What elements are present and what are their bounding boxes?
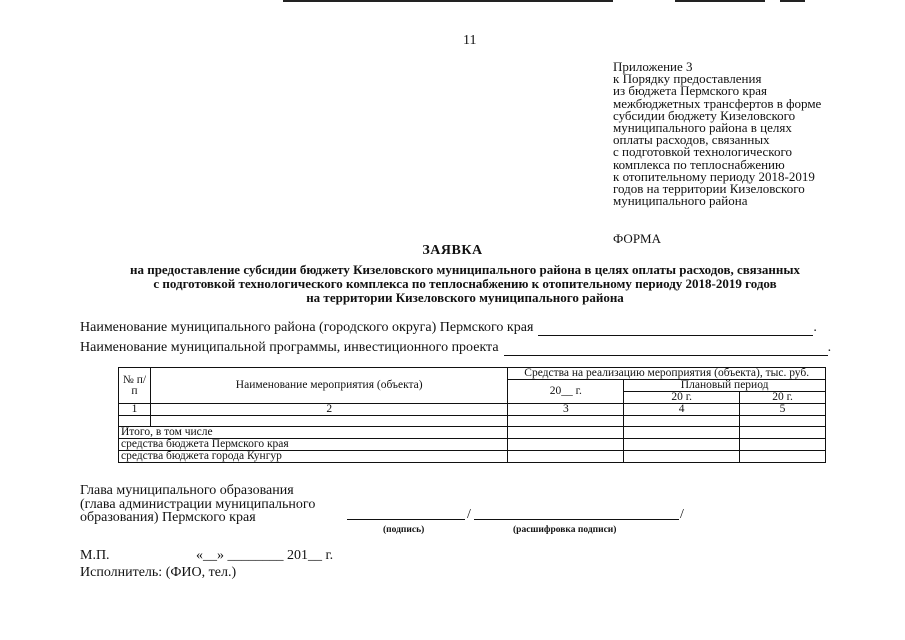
subtitle-line: с подготовкой технологического комплекса по теплоснабжению к отопительному периоду 2018-2019 годов (153, 276, 777, 291)
header-name: Наименование мероприятия (объекта) (150, 368, 507, 404)
header-planned: Плановый период (624, 380, 826, 392)
header-num: № п/п (119, 368, 151, 404)
index-cell: 1 (119, 404, 151, 416)
signature-line: (глава администрации муниципального (80, 496, 316, 512)
appendix-line: с подготовкой технологического (613, 144, 792, 160)
slash-mark: / (680, 507, 684, 522)
appendix-line: комплекса по теплоснабжению (613, 156, 785, 172)
row-label: средства бюджета города Кунгур (119, 451, 508, 463)
row-label: средства бюджета Пермского края (119, 439, 508, 451)
index-cell: 4 (624, 404, 740, 416)
cell[interactable] (624, 439, 740, 451)
municipality-label: Наименование муниципального района (городского округа) Пермского края (80, 320, 534, 335)
cell[interactable] (740, 451, 826, 463)
cell[interactable] (740, 427, 826, 439)
slash-mark: / (467, 507, 471, 522)
appendix-header (613, 61, 873, 207)
cell[interactable] (740, 439, 826, 451)
date-template: «__» ________ 201__ г. (196, 548, 334, 563)
top-border-line (675, 0, 765, 2)
program-label: Наименование муниципальной программы, инвестиционного проекта (80, 340, 499, 355)
application-table (118, 367, 826, 463)
appendix-line: к отопительному периоду 2018-2019 (613, 168, 815, 184)
municipality-field (80, 320, 817, 336)
signature-decode-input-line[interactable] (474, 519, 679, 520)
header-year-3: 20 г. (740, 392, 826, 404)
cell[interactable] (624, 451, 740, 463)
cell[interactable] (740, 416, 826, 427)
signature-line: Глава муниципального образования (80, 483, 294, 498)
row-label[interactable] (150, 416, 507, 427)
program-input-line[interactable] (504, 343, 828, 356)
field-end-mark: . (827, 340, 832, 355)
caption-decode: (расшифровка подписи) (513, 525, 617, 535)
municipality-input-line[interactable] (538, 323, 813, 336)
cell[interactable] (508, 451, 624, 463)
cell[interactable] (508, 427, 624, 439)
table-row (119, 439, 826, 451)
header-year: 20__ г. (508, 380, 624, 404)
index-cell: 2 (150, 404, 507, 416)
signature-line: образования) Пермского края (80, 510, 256, 525)
index-row (119, 404, 826, 416)
form-label: ФОРМА (613, 231, 661, 246)
document-title: ЗАЯВКА (422, 243, 483, 258)
subtitle-line: на предоставление субсидии бюджету Кизеловского муниципального района в целях оплаты расходов, связанных (129, 262, 801, 277)
signature-input-line[interactable] (347, 519, 465, 520)
cell[interactable] (119, 416, 151, 427)
appendix-line: годов на территории Кизеловского (613, 181, 805, 197)
signature-block (80, 484, 315, 525)
appendix-line: оплаты расходов, связанных (613, 132, 770, 148)
index-cell: 3 (508, 404, 624, 416)
top-border-line (283, 0, 613, 2)
table-row (119, 451, 826, 463)
caption-signature: (подпись) (383, 525, 425, 535)
program-field (80, 340, 831, 356)
header-year-2: 20 г. (624, 392, 740, 404)
row-label: Итого, в том числе (119, 427, 508, 439)
field-end-mark: . (813, 320, 817, 335)
appendix-line: субсидии бюджету Кизеловского (613, 107, 796, 123)
appendix-line: из бюджета Пермского края (613, 83, 768, 99)
cell[interactable] (624, 427, 740, 439)
appendix-line: к Порядку предоставления (613, 71, 762, 87)
table-row (119, 427, 826, 439)
appendix-line: муниципального района (613, 193, 748, 209)
appendix-line: межбюджетных трансфертов в форме (613, 95, 822, 111)
cell[interactable] (624, 416, 740, 427)
subtitle-line: на территории Кизеловского муниципального района (306, 290, 624, 305)
stamp-label: М.П. (80, 548, 110, 563)
table-row (119, 416, 826, 427)
executor-label: Исполнитель: (ФИО, тел.) (80, 565, 237, 580)
index-cell: 5 (740, 404, 826, 416)
appendix-line: Приложение 3 (613, 59, 693, 74)
cell[interactable] (508, 416, 624, 427)
header-funds: Средства на реализацию мероприятия (объекта), тыс. руб. (508, 368, 826, 380)
cell[interactable] (508, 439, 624, 451)
appendix-line: муниципального района в целях (613, 120, 792, 136)
document-subtitle (60, 263, 870, 305)
top-border-line (780, 0, 805, 2)
page-number: 11 (463, 33, 477, 48)
